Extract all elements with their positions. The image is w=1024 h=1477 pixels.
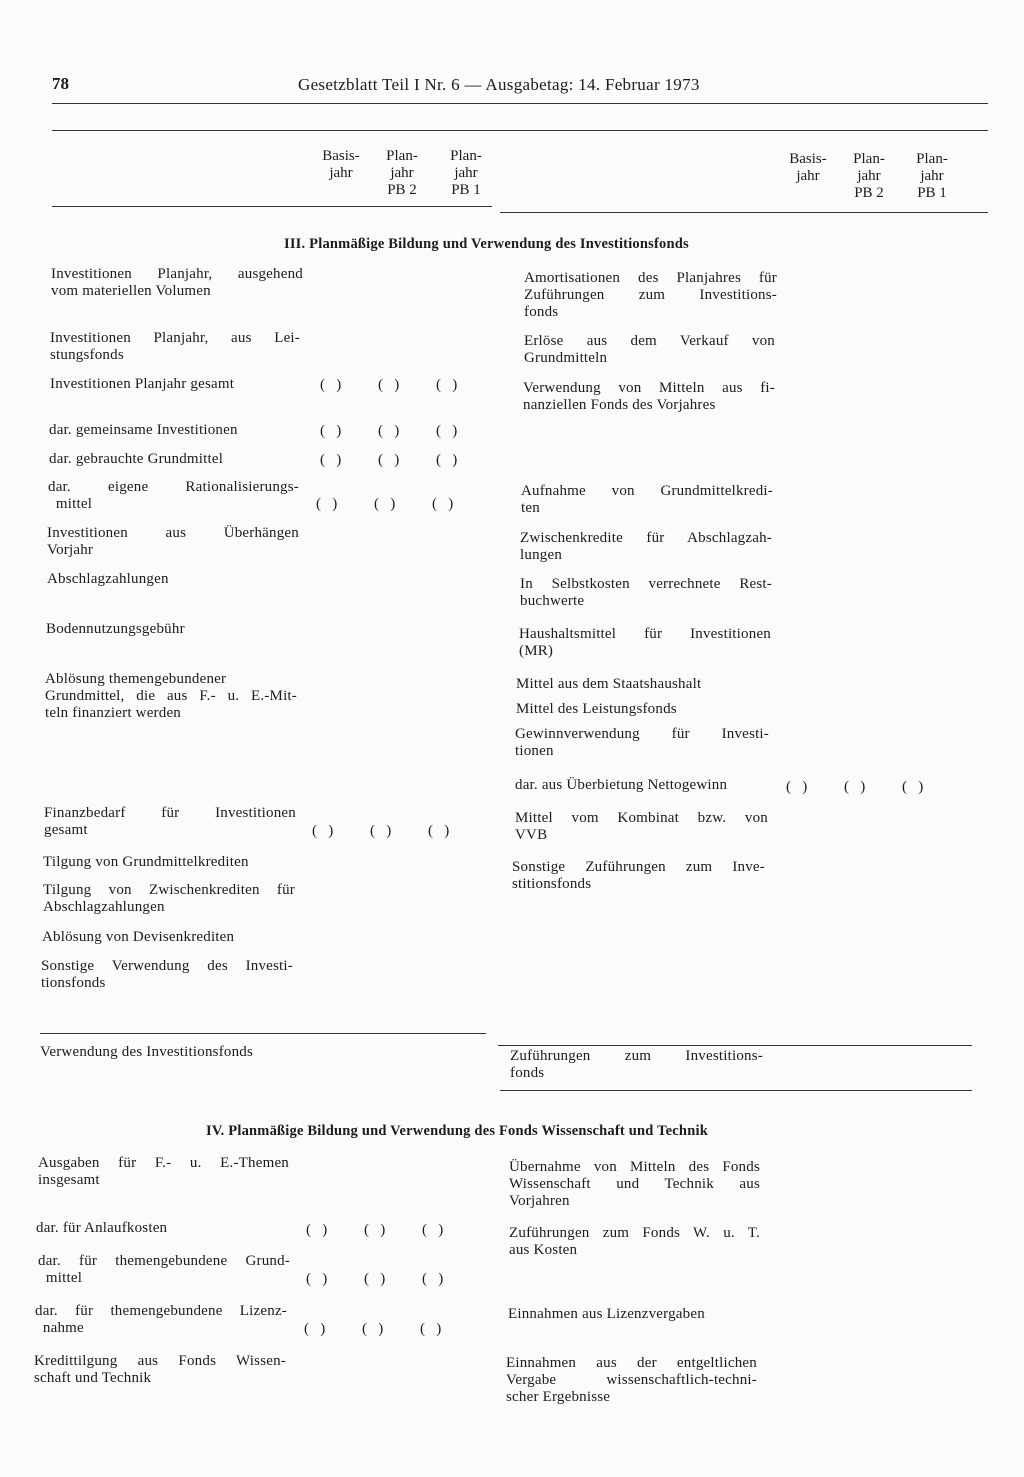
s3-left-item-2: Investitionen Planjahr, aus Lei- stungsfonds	[50, 330, 300, 363]
s3-total-rule-left	[40, 1033, 486, 1034]
placeholder-s3-left-row1-col2: ( )	[378, 377, 400, 393]
page-number: 78	[52, 74, 69, 93]
column-head-left-3: Plan- jahr PB 1	[450, 148, 482, 198]
s3-right-item-7: Haushaltsmittel für Investitionen (MR)	[519, 626, 771, 659]
s4-right-item-2: Zuführungen zum Fonds W. u. T. aus Kosten	[509, 1225, 760, 1258]
s4-left-item-5: Kredittilgung aus Fonds Wissen- schaft und Technik	[34, 1353, 286, 1386]
placeholder-s3-left-row3-col3: ( )	[436, 452, 458, 468]
placeholder-s3-left-row5-col1: ( )	[312, 823, 334, 839]
s3-left-item-7: Investitionen aus Überhängen Vorjahr	[47, 525, 299, 558]
s3-left-item-15: Sonstige Verwendung des Investi- tionsfonds	[41, 958, 293, 991]
s3-left-item-8: Abschlagzahlungen	[47, 571, 169, 587]
s3-left-item-4: dar. gemeinsame Investitionen	[49, 422, 238, 438]
s3-left-item-3: Investitionen Planjahr gesamt	[50, 376, 235, 392]
placeholder-s4-left-row3-col3: ( )	[420, 1321, 442, 1337]
column-head-right-3: Plan- jahr PB 1	[916, 151, 948, 201]
placeholder-s4-left-row2-col1: ( )	[306, 1271, 328, 1287]
s3-right-item-12: Mittel vom Kombinat bzw. von VVB	[515, 810, 768, 843]
placeholder-s3-right-row1-col2: ( )	[844, 779, 866, 795]
s3-right-item-13: Sonstige Zuführungen zum Inve- stitionsfonds	[512, 859, 765, 892]
s3-left-item-10: Ablösung themengebundener Grundmittel, die aus F.- u. E.-Mit- teln finanziert werden	[45, 671, 297, 721]
placeholder-s4-left-row2-col3: ( )	[422, 1271, 444, 1287]
placeholder-s3-left-row5-col3: ( )	[428, 823, 450, 839]
s4-left-item-2: dar. für Anlaufkosten	[36, 1220, 168, 1236]
s3-left-item-14: Ablösung von Devisenkrediten	[42, 929, 235, 945]
s3-right-item-11: dar. aus Überbietung Nettogewinn	[515, 777, 728, 793]
placeholder-s3-left-row2-col1: ( )	[320, 423, 342, 439]
s4-left-item-4: dar. für themengebundene Lizenz- nahme	[35, 1303, 287, 1336]
column-head-top-rule	[52, 130, 988, 131]
s3-total-rule-right	[498, 1045, 972, 1046]
placeholder-s3-right-row1-col3: ( )	[902, 779, 924, 795]
column-head-bottom-rule-left	[52, 206, 492, 207]
placeholder-s3-left-row4-col2: ( )	[374, 496, 396, 512]
placeholder-s3-left-row1-col3: ( )	[436, 377, 458, 393]
s3-left-item-5: dar. gebrauchte Grundmittel	[49, 451, 224, 467]
s3-right-item-8: Mittel aus dem Staatshaushalt	[516, 676, 702, 692]
column-head-left-1: Basis- jahr	[322, 148, 360, 181]
header-rule	[52, 103, 988, 104]
placeholder-s3-left-row4-col3: ( )	[432, 496, 454, 512]
placeholder-s4-left-row1-col3: ( )	[422, 1222, 444, 1238]
placeholder-s4-left-row3-col2: ( )	[362, 1321, 384, 1337]
placeholder-s3-right-row1-col1: ( )	[786, 779, 808, 795]
s4-right-item-3: Einnahmen aus Lizenzvergaben	[508, 1306, 705, 1322]
s4-right-item-4: Einnahmen aus der entgeltlichen Vergabe wissenschaftlich-techni- scher Ergebnisse	[506, 1355, 757, 1405]
column-head-right-1: Basis- jahr	[789, 151, 827, 184]
section-iv-title: IV. Planmäßige Bildung und Verwendung des Fonds Wissenschaft und Technik	[206, 1123, 708, 1139]
s3-right-item-6: In Selbstkosten verrechnete Rest- buchwerte	[520, 576, 772, 609]
section-iii-title: III. Planmäßige Bildung und Verwendung des Investitionsfonds	[284, 236, 689, 252]
placeholder-s3-left-row2-col3: ( )	[436, 423, 458, 439]
s3-left-item-13: Tilgung von Zwischenkrediten für Abschlagzahlungen	[43, 882, 295, 915]
s3-right-item-9: Mittel des Leistungsfonds	[516, 701, 677, 717]
placeholder-s3-left-row1-col1: ( )	[320, 377, 342, 393]
s3-left-item-11: Finanzbedarf für Investitionen gesamt	[44, 805, 296, 838]
placeholder-s4-left-row2-col2: ( )	[364, 1271, 386, 1287]
s3-total-left: Verwendung des Investitionsfonds	[40, 1044, 254, 1060]
column-head-left-2: Plan- jahr PB 2	[386, 148, 418, 198]
placeholder-s3-left-row3-col1: ( )	[320, 452, 342, 468]
s3-left-item-1: Investitionen Planjahr, ausgehend vom materiellen Volumen	[51, 266, 303, 299]
placeholder-s3-left-row2-col2: ( )	[378, 423, 400, 439]
s3-left-item-6: dar. eigene Rationalisierungs- mittel	[48, 479, 299, 512]
s4-left-item-3: dar. für themengebundene Grund- mittel	[38, 1253, 290, 1286]
page-title: Gesetzblatt Teil I Nr. 6 — Ausgabetag: 14. Februar 1973	[298, 75, 700, 94]
s3-right-item-3: Verwendung von Mitteln aus fi- nanziellen Fonds des Vorjahres	[523, 380, 775, 413]
placeholder-s3-left-row3-col2: ( )	[378, 452, 400, 468]
s3-right-item-2: Erlöse aus dem Verkauf von Grundmitteln	[524, 333, 775, 366]
s3-right-item-1: Amortisationen des Planjahres für Zuführungen zum Investitions- fonds	[524, 270, 777, 320]
s4-right-item-1: Übernahme von Mitteln des Fonds Wissenschaft und Technik aus Vorjahren	[509, 1159, 760, 1209]
placeholder-s4-left-row1-col2: ( )	[364, 1222, 386, 1238]
placeholder-s4-left-row3-col1: ( )	[304, 1321, 326, 1337]
s3-right-item-4: Aufnahme von Grundmittelkredi- ten	[521, 483, 773, 516]
s3-left-item-9: Bodennutzungsgebühr	[46, 621, 185, 637]
placeholder-s4-left-row1-col1: ( )	[306, 1222, 328, 1238]
s3-right-item-5: Zwischenkredite für Abschlagzah- lungen	[520, 530, 772, 563]
column-head-right-2: Plan- jahr PB 2	[853, 151, 885, 201]
s3-right-item-10: Gewinnverwendung für Investi- tionen	[515, 726, 769, 759]
column-head-bottom-rule-right	[500, 212, 988, 213]
s3-total-bottom-rule	[500, 1090, 972, 1091]
placeholder-s3-left-row4-col1: ( )	[316, 496, 338, 512]
placeholder-s3-left-row5-col2: ( )	[370, 823, 392, 839]
s3-left-item-12: Tilgung von Grundmittelkrediten	[43, 854, 249, 870]
s3-total-right: Zuführungen zum Investitions- fonds	[510, 1048, 763, 1081]
s4-left-item-1: Ausgaben für F.- u. E.-Themen insgesamt	[38, 1155, 289, 1188]
